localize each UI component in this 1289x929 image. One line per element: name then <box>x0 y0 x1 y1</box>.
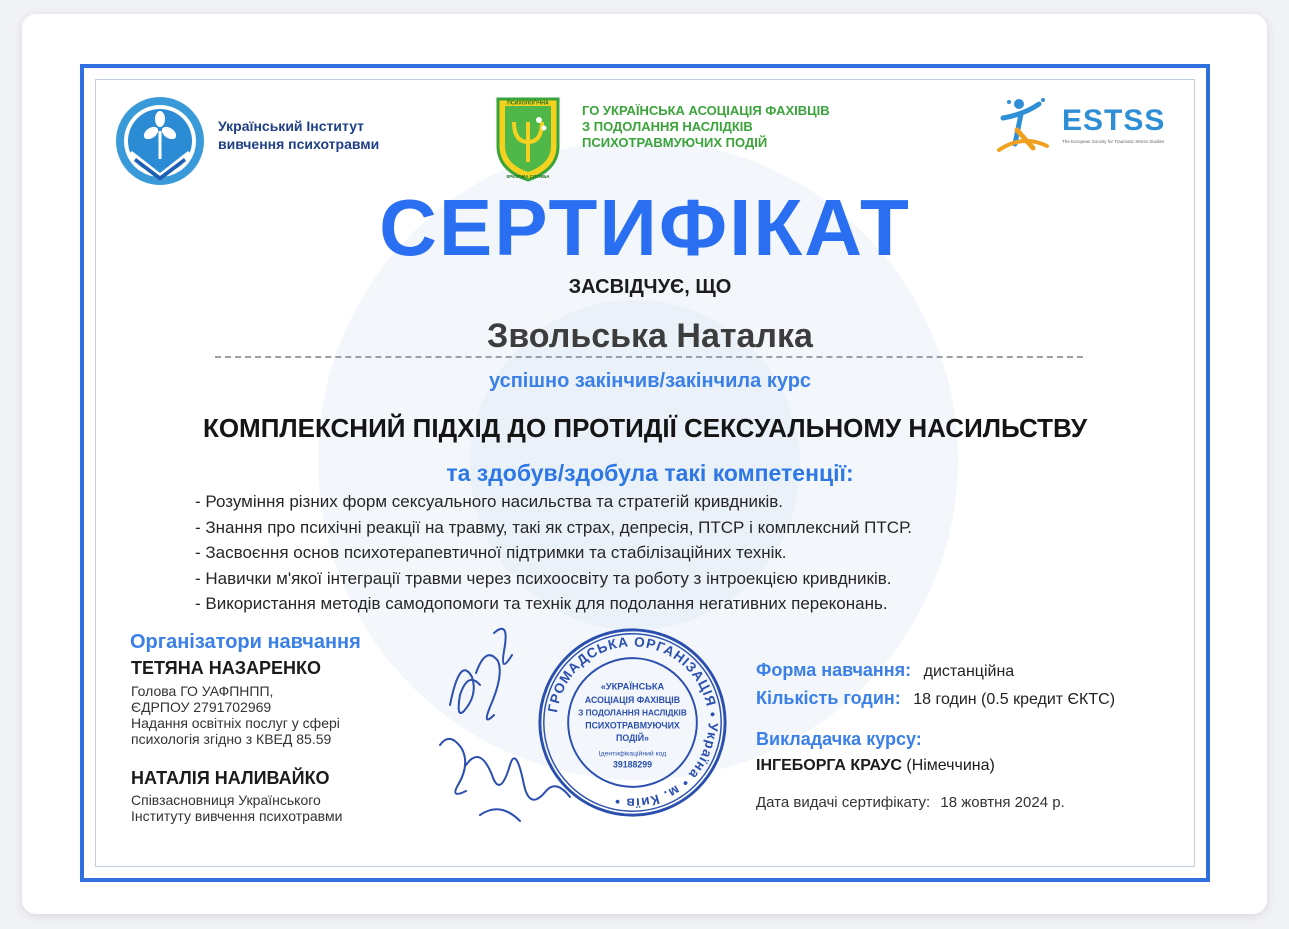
organizers-heading: Організатори навчання <box>130 631 361 653</box>
organizer-info-2 <box>131 792 342 824</box>
certifies-text: ЗАСВІДЧУЄ, ЩО <box>568 276 732 298</box>
hours-value: 18 годин (0.5 кредит ЄКТС) <box>913 691 1116 708</box>
estss-logo-icon <box>995 96 1055 156</box>
competency-item: - Засвоєння основ психотерапевтичної підтримки та стабілізаційних технік. <box>195 543 787 562</box>
organizer-info-1 <box>131 683 340 747</box>
stamp-inner-line: АСОЦІАЦІЯ ФАХІВЦІВ <box>584 695 681 705</box>
stamp-inner-line: ПСИХОТРАВМУЮЧИХ <box>585 720 680 731</box>
psy-association-name <box>582 103 852 151</box>
stamp-inner-line: Ідентифікаційний код <box>598 750 667 758</box>
stamp-outer-text: ГРОМАДСЬКА ОРГАНІЗАЦІЯ • Україна • м. Київ • <box>545 634 721 811</box>
psy-badge-bottom-text: КРИЗОВА СЛУЖБА <box>506 174 550 179</box>
psy-badge-top-text: ПСИХОЛОГІЧНА <box>507 100 549 107</box>
study-form-value: дистанційна <box>923 663 1015 680</box>
psy-association-line3: ПСИХОТРАВМУЮЧИХ ПОДІЙ <box>582 135 768 150</box>
psy-association-line2: З ПОДОЛАННЯ НАСЛІДКІВ <box>582 119 753 134</box>
competency-item: - Розуміння різних форм сексуального насильства та стратегій кривдників. <box>195 492 783 511</box>
competencies-list <box>195 489 1115 617</box>
estss-subtitle: The European Society for Traumatic Stress Studies <box>1062 139 1165 144</box>
course-title: КОМПЛЕКСНИЙ ПІДХІД ДО ПРОТИДІЇ СЕКСУАЛЬНОМУ НАСИЛЬСТВУ <box>202 413 1088 443</box>
psychological-service-logo-icon <box>495 96 561 182</box>
organizer-info-line: Співзасновниця Українського <box>131 792 321 808</box>
completed-course-text: успішно закінчив/закінчила курс <box>488 370 812 392</box>
ukrainian-institute-logo-icon <box>114 95 206 187</box>
organizer-name-2: НАТАЛІЯ НАЛИВАЙКО <box>131 768 330 788</box>
stamp-inner-line: ПОДІЙ» <box>616 733 649 744</box>
recipient-name: Звольська Наталка <box>487 317 813 355</box>
teacher-row <box>756 755 995 777</box>
teacher-country: (Німеччина) <box>906 757 995 774</box>
ukrainian-institute-name-line1: Український Інститут <box>218 118 365 134</box>
organization-stamp <box>535 625 730 820</box>
study-form-row <box>756 658 1014 684</box>
organizer-info-line: Голова ГО УАФПНПП, <box>131 683 274 699</box>
stamp-inner-line: З ПОДОЛАННЯ НАСЛІДКІВ <box>578 708 687 718</box>
organizer-name-1: ТЕТЯНА НАЗАРЕНКО <box>131 658 321 678</box>
ukrainian-institute-name-line2: вивчення психотравми <box>218 136 380 152</box>
issue-date-value: 18 жовтня 2024 р. <box>940 794 1065 811</box>
stamp-id-code: 39188299 <box>612 759 653 770</box>
competency-item: - Навички м'якої інтеграції травми через психоосвіту та роботу з інтроекцією кривдників. <box>195 568 892 588</box>
psy-association-line1: ГО УКРАЇНСЬКА АСОЦІАЦІЯ ФАХІВЦІВ <box>582 103 830 118</box>
issue-date-label: Дата видачі сертифікату: <box>756 794 931 811</box>
hours-row <box>756 686 1115 712</box>
teacher-label: Викладачка курсу: <box>756 729 922 749</box>
study-form-label: Форма навчання: <box>756 660 912 680</box>
estss-wordmark: ESTSS <box>1062 104 1166 137</box>
organizer-info-line: ЄДРПОУ 2791702969 <box>131 699 272 715</box>
teacher-name: ІНГЕБОРГА КРАУС <box>756 757 902 774</box>
stamp-inner-line: «УКРАЇНСЬКА <box>600 681 665 692</box>
competency-item: - Знання про психічні реакції на травму, такі як страх, депресія, ПТСР і комплексний ПТСР. <box>195 517 912 537</box>
ukrainian-institute-name <box>218 117 418 153</box>
organizer-info-line: психологія згідно з КВЕД 85.59 <box>131 731 332 747</box>
organizer-info-line: Надання освітніх послуг у сфері <box>131 715 340 731</box>
competencies-heading: та здобув/здобула такі компетенції: <box>446 460 854 486</box>
recipient-underline <box>215 356 1083 358</box>
certificate-title: СЕРТИФІКАТ <box>379 183 911 272</box>
organizer-info-line: Інституту вивчення психотравми <box>131 808 343 824</box>
issue-date-row <box>756 793 1065 813</box>
hours-label: Кількість годин: <box>756 688 901 708</box>
competency-item: - Використання методів самодопомоги та технік для подолання негативних переконань. <box>195 594 888 613</box>
